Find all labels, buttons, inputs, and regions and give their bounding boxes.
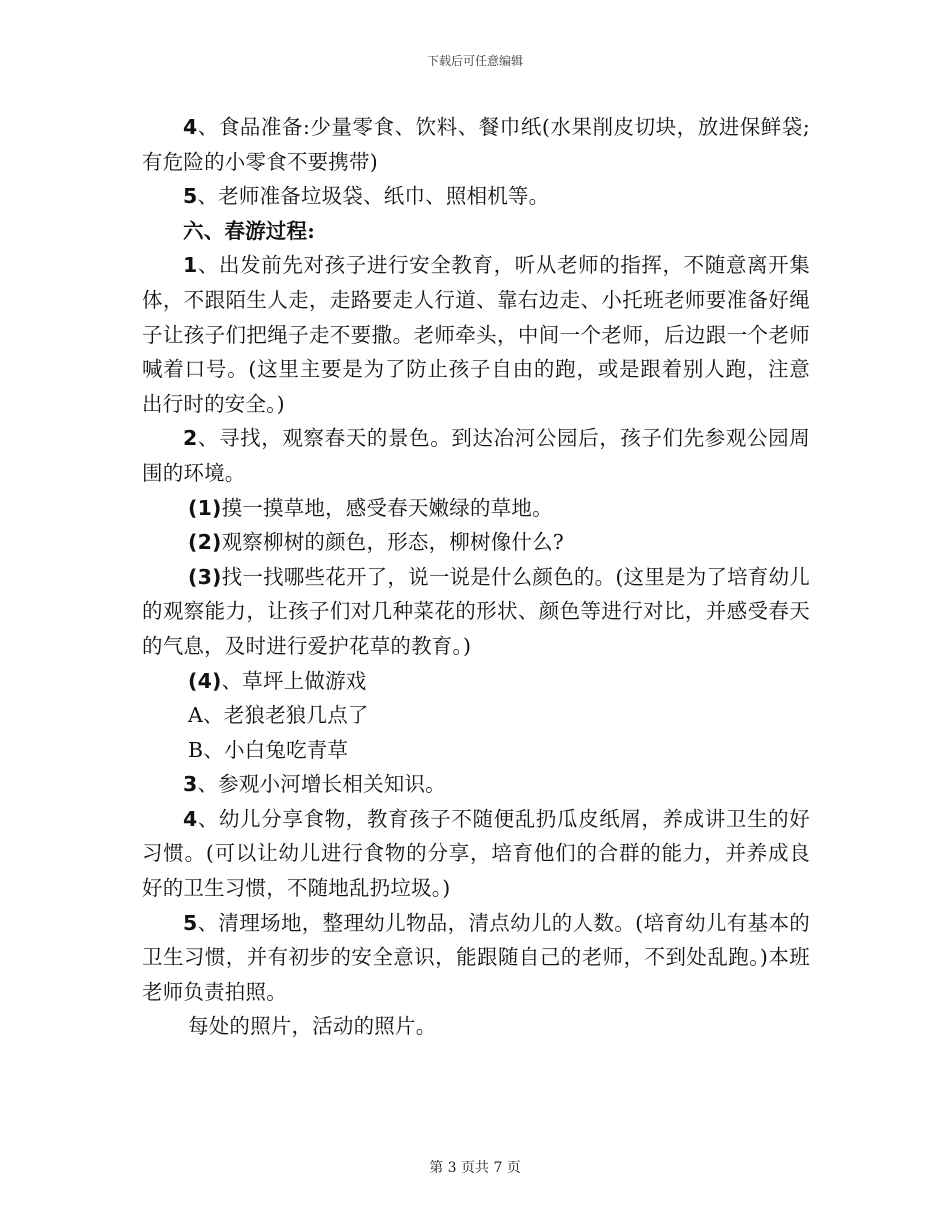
sub-item-text: 摸一摸草地，感受春天嫩绿的草地。 [221, 495, 553, 520]
sub-item-number: (4) [188, 668, 222, 693]
paragraph-photos: 每处的照片，活动的照片。 [188, 1014, 437, 1039]
paragraph-number: 2 [183, 426, 198, 451]
sub-item-number: (3) [188, 564, 222, 589]
paragraph-number: 4 [183, 806, 198, 831]
paragraph-text: 、参观小河增长相关知识。 [197, 772, 446, 797]
paragraph-river [142, 767, 810, 802]
sub-item-text: 、草坪上做游戏 [221, 668, 367, 693]
sub-item-grass [142, 491, 810, 526]
paragraph-safety-education [142, 248, 810, 421]
paragraph-teacher-prep [142, 179, 810, 214]
sub-item-flowers [142, 560, 810, 664]
paragraph-observe-spring [142, 421, 810, 490]
paragraph-food-prep [142, 110, 810, 179]
paragraph-share-food [142, 802, 810, 906]
paragraph-number: 1 [183, 253, 198, 278]
paragraph-number: 3 [183, 772, 198, 797]
game-item-wolf: A、老狼老狼几点了 [188, 703, 369, 728]
paragraph-text: 、出发前先对孩子进行安全教育，听从老师的指挥，不随意离开集体，不跟陌生人走，走路要走人行道、靠右边走、小托班老师要准备好绳子让孩子们把绳子走不要撒。老师牵头，中间一个老师，后边跟一个老师喊着口号。(这里主要是为了防止孩子自由的跑，或是跟着别人跑，注意出行时的安全。) [142, 253, 810, 416]
paragraph-number: 5 [183, 184, 198, 209]
document-body [142, 110, 810, 1044]
paragraph-number: 5 [183, 910, 198, 935]
sub-item-games [142, 664, 810, 699]
paragraph-text: 、寻找，观察春天的景色。到达冶河公园后，孩子们先参观公园周围的环境。 [142, 426, 810, 485]
sub-item-number: (1) [188, 495, 222, 520]
paragraph-cleanup [142, 906, 810, 1010]
sub-item-number: (2) [188, 530, 222, 555]
page-footer: 第 3 页共 7 页 [429, 1160, 521, 1176]
paragraph-text: 、老师准备垃圾袋、纸巾、照相机等。 [197, 184, 550, 209]
section-heading-process: 六、春游过程: [183, 218, 315, 243]
paragraph-text: 、清理场地，整理幼儿物品，清点幼儿的人数。(培育幼儿有基本的卫生习惯，并有初步的安全意识，能跟随自己的老师，不到处乱跑。)本班老师负责拍照。 [142, 910, 810, 1004]
game-item-rabbit: B、小白兔吃青草 [188, 737, 349, 762]
paragraph-text: 、幼儿分享食物，教育孩子不随便乱扔瓜皮纸屑，养成讲卫生的好习惯。(可以让幼儿进行食物的分享，培育他们的合群的能力，并养成良好的卫生习惯，不随地乱扔垃圾。) [142, 806, 810, 901]
paragraph-number: 4 [183, 115, 198, 139]
sub-item-text: 观察柳树的颜色，形态，柳树像什么? [221, 530, 564, 555]
paragraph-text: 、食品准备:少量零食、饮料、餐巾纸(水果削皮切块，放进保鲜袋;有危险的小零食不要携带) [142, 115, 810, 174]
page-header: 下载后可任意编辑 [426, 54, 523, 68]
sub-item-willow [142, 525, 810, 560]
sub-item-text: 找一找哪些花开了，说一说是什么颜色的。(这里是为了培育幼儿的观察能力，让孩子们对几种菜花的形状、颜色等进行对比，并感受春天的气息，及时进行爱护花草的教育。) [142, 564, 810, 658]
